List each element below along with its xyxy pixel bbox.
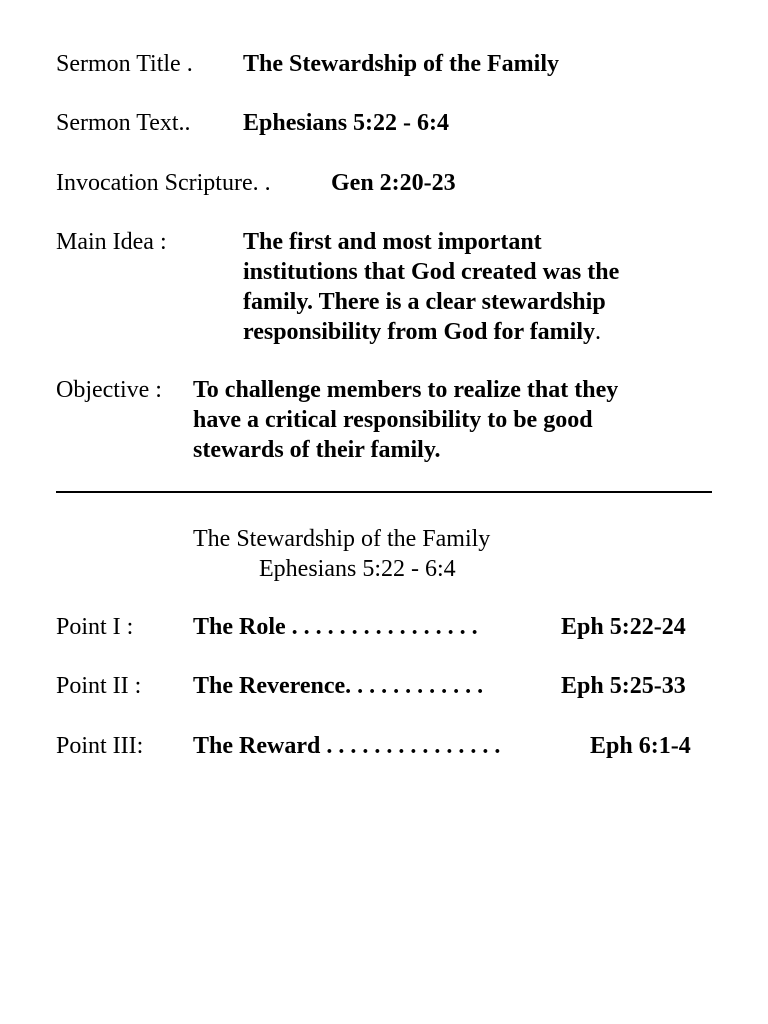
main-idea-text	[243, 227, 619, 347]
point-3-label: Point III:	[56, 733, 144, 759]
sermon-text-label: Sermon Text..	[56, 110, 191, 136]
main-idea-last-line	[243, 317, 619, 347]
point-1-label: Point I :	[56, 614, 134, 640]
point-3-title: The Reward . . . . . . . . . . . . . . .	[193, 733, 501, 759]
point-1-reference: Eph 5:22-24	[561, 614, 686, 640]
point-2-label: Point II :	[56, 673, 142, 699]
objective-line: have a critical responsibility to be good	[193, 407, 593, 433]
main-idea-line: institutions that God created was the	[243, 259, 620, 285]
sermon-title-value: The Stewardship of the Family	[243, 51, 560, 77]
sermon-title-label: Sermon Title .	[56, 51, 193, 77]
objective-label: Objective :	[56, 377, 162, 403]
main-idea-label: Main Idea :	[56, 229, 167, 255]
point-2-title: The Reverence. . . . . . . . . . . .	[193, 673, 484, 699]
section-divider	[56, 491, 712, 493]
main-idea-period: .	[595, 319, 602, 345]
main-idea-line: The first and most important	[243, 229, 542, 255]
outline-subtitle: Ephesians 5:22 - 6:4	[259, 556, 456, 582]
point-3-reference: Eph 6:1-4	[590, 733, 691, 759]
main-idea-line: responsibility from God for family	[243, 319, 596, 345]
objective-text	[193, 375, 618, 465]
sermon-text-value: Ephesians 5:22 - 6:4	[243, 110, 450, 136]
point-2-reference: Eph 5:25-33	[561, 673, 686, 699]
objective-line: stewards of their family.	[193, 437, 441, 463]
objective-line: To challenge members to realize that they	[193, 377, 619, 403]
invocation-scripture-label: Invocation Scripture. .	[56, 170, 271, 196]
main-idea-line: family. There is a clear stewardship	[243, 289, 606, 315]
outline-title: The Stewardship of the Family	[193, 526, 491, 552]
invocation-scripture-value: Gen 2:20-23	[331, 170, 456, 196]
point-1-title: The Role . . . . . . . . . . . . . . . .	[193, 614, 478, 640]
